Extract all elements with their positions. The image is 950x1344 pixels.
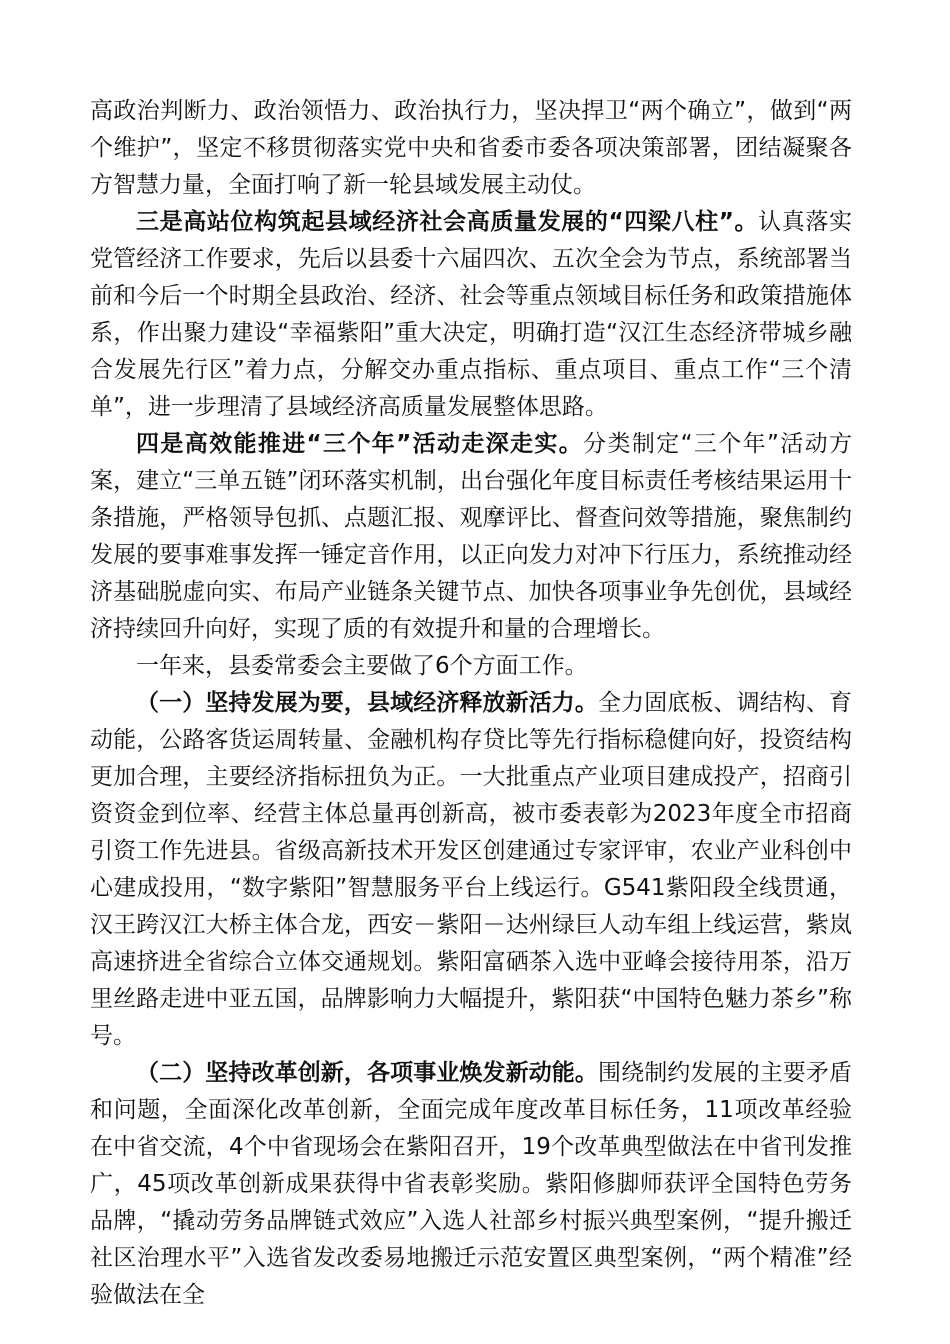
paragraph-text: 围绕制约发展的主要矛盾和问题，全面深化改革创新，全面完成年度改革目标任务，11项改革经验在中省交流，4个中省现场会在紫阳召开，19个改革典型做法在中省刊发推广，45项改革创新成果获得中省表彰奖励。紫阳修脚师获评全国特色劳务品牌，“撬动劳务品牌链式效应”入选人社部乡村振兴典型案例，“提升搬迁社区治理水平”入选省发改委易地搬迁示范安置区典型案例，“两个精准”经验做法在全 (90, 1060, 853, 1308)
paragraph-text: 全力固底板、调结构、育动能，公路客货运周转量、金融机构存贷比等先行指标稳健向好，投资结构更加合理，主要经济指标扭负为正。一大批重点产业项目建成投产，招商引资资金到位率、经营主体总量再创新高，被市委表彰为2023年度全市招商引资工作先进县。省级高新技术开发区创建通过专家评审，农业产业科创中心建成投用，“数字紫阳”智慧服务平台上线运行。G541紫阳段全线贯通，汉王跨汉江大桥主体合龙，西安－紫阳－达州绿巨人动车组上线运营，紫岚高速挤进全省综合立体交通规划。紫阳富硒茶入选中亚峰会接待用茶，沿万里丝路走进中亚五国，品牌影响力大幅提升，紫阳获“中国特色魅力茶乡”称号。 (90, 690, 853, 1049)
paragraph-text: 一年来，县委常委会主要做了6个方面工作。 (136, 653, 588, 679)
paragraph-point-four (90, 426, 852, 648)
paragraph-lead-heading: 四是高效能推进“三个年”活动走深走实。 (136, 431, 584, 457)
paragraph-section-one (90, 685, 852, 1055)
paragraph-section-two (90, 1055, 852, 1314)
paragraph-lead-heading: （二）坚持改革创新，各项事业焕发新动能。 (136, 1060, 598, 1086)
paragraph-lead-heading: （一）坚持发展为要，县域经济释放新活力。 (136, 690, 598, 716)
document-body (90, 93, 852, 1314)
paragraph-text: 分类制定“三个年”活动方案，建立“三单五链”闭环落实机制，出台强化年度目标责任考核结果运用十条措施，严格领导包抓、点题汇报、观摩评比、督查问效等措施，聚焦制约发展的要事难事发挥一锤定音作用，以正向发力对冲下行压力，系统推动经济基础脱虚向实、布局产业链条关键节点、加快各项事业争先创优，县域经济持续回升向好，实现了质的有效提升和量的合理增长。 (90, 431, 852, 642)
paragraph-text: 高政治判断力、政治领悟力、政治执行力，坚决捍卫“两个确立”，做到“两个维护”，坚定不移贯彻落实党中央和省委市委各项决策部署，团结凝聚各方智慧力量，全面打响了新一轮县域发展主动仗。 (90, 98, 852, 198)
paragraph-continuation (90, 93, 852, 204)
paragraph-summary-intro (90, 648, 852, 685)
paragraph-lead-heading: 三是高站位构筑起县域经济社会高质量发展的“四梁八柱”。 (136, 209, 759, 235)
paragraph-text: 认真落实党管经济工作要求，先后以县委十六届四次、五次全会为节点，系统部署当前和今后一个时期全县政治、经济、社会等重点领域目标任务和政策措施体系，作出聚力建设“幸福紫阳”重大决定，明确打造“汉江生态经济带城乡融合发展先行区”着力点，分解交办重点指标、重点项目、重点工作“三个清单”，进一步理清了县域经济高质量发展整体思路。 (90, 209, 853, 420)
paragraph-point-three (90, 204, 852, 426)
